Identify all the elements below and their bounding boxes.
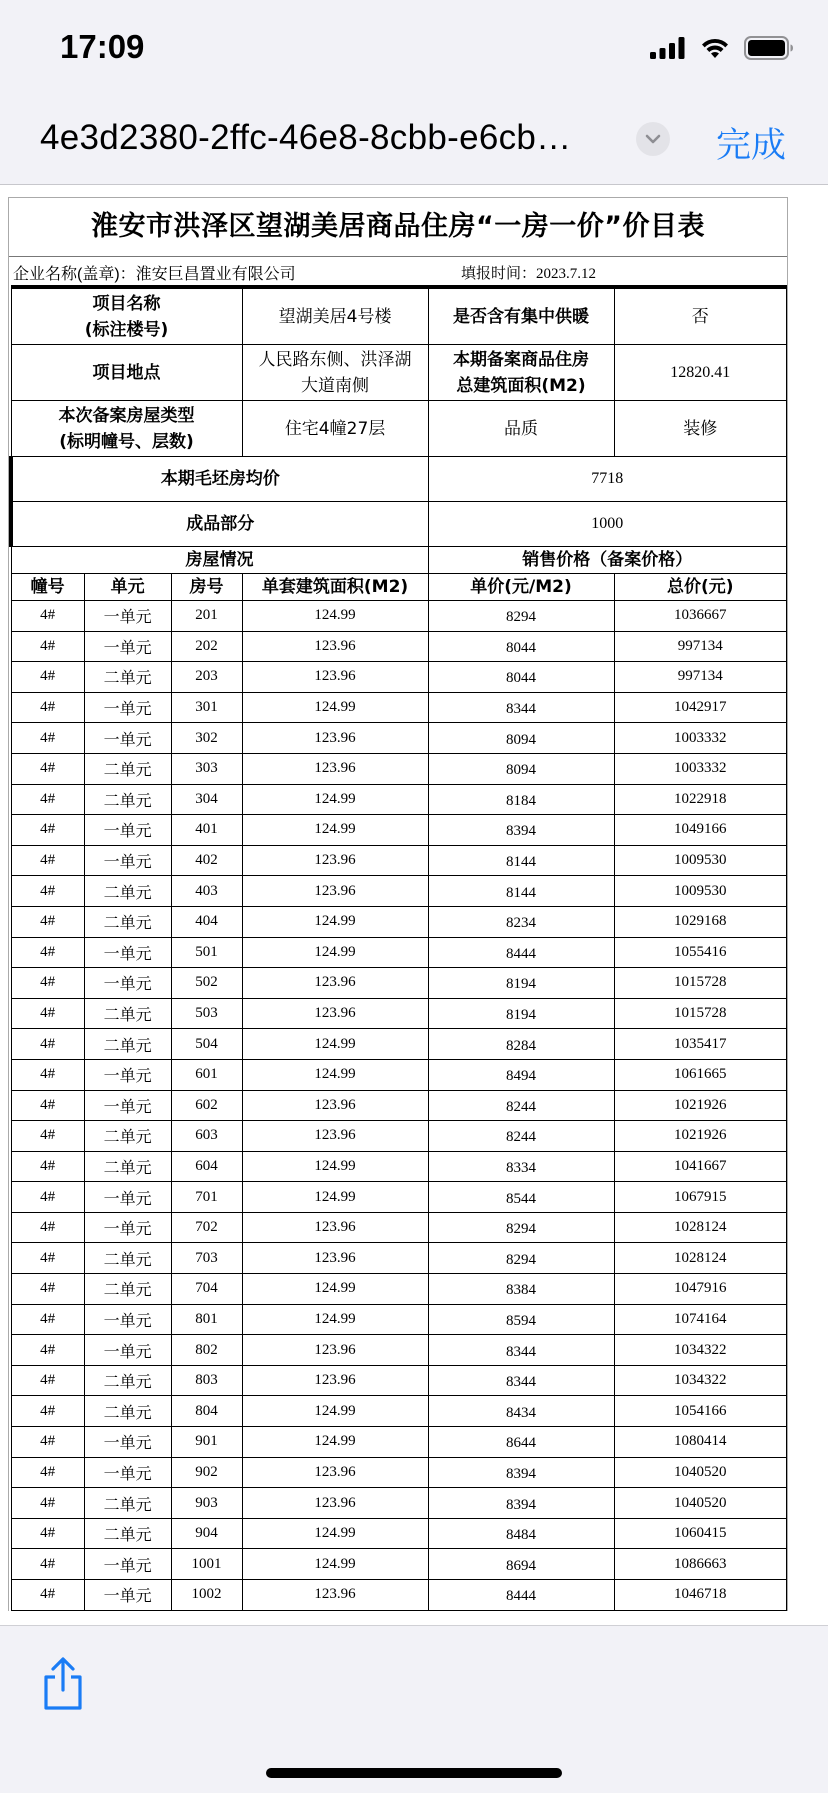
cell-room: 701	[171, 1182, 242, 1213]
cell-room: 404	[171, 906, 242, 937]
cell-room: 804	[171, 1396, 242, 1427]
table-row	[11, 1488, 787, 1519]
cell-room: 201	[171, 601, 242, 632]
cell-area: 124.99	[242, 906, 428, 937]
cell-room: 702	[171, 1212, 242, 1243]
cell-building: 4#	[11, 1580, 84, 1611]
battery-icon	[744, 36, 794, 60]
cell-unit-price: 8494	[428, 1059, 614, 1090]
table-row	[11, 1549, 787, 1580]
status-bar	[0, 0, 828, 100]
cell-total-price: 1015728	[614, 968, 787, 999]
cell-room: 403	[171, 876, 242, 907]
cell-unit: 一单元	[84, 692, 171, 723]
cell-total-price: 1003332	[614, 753, 787, 784]
cell-building: 4#	[11, 1059, 84, 1090]
cell-unit: 一单元	[84, 1549, 171, 1580]
cell-total-price: 1035417	[614, 1029, 787, 1060]
cell-area: 123.96	[242, 1580, 428, 1611]
finished-label: 成品部分	[11, 502, 428, 547]
cell-building: 4#	[11, 784, 84, 815]
cell-unit-price: 8644	[428, 1427, 614, 1458]
cell-unit-price: 8144	[428, 876, 614, 907]
cell-building: 4#	[11, 1121, 84, 1152]
cell-unit: 一单元	[84, 1304, 171, 1335]
wifi-icon	[700, 37, 730, 59]
cell-unit: 一单元	[84, 631, 171, 662]
document-meta	[9, 256, 787, 285]
cell-area: 123.96	[242, 723, 428, 754]
cell-unit-price: 8344	[428, 692, 614, 723]
cell-area: 123.96	[242, 1212, 428, 1243]
quality-value: 装修	[614, 401, 787, 457]
cell-room: 304	[171, 784, 242, 815]
column-header-unit: 单元	[84, 574, 171, 601]
company-name: 企业名称(盖章)：淮安巨昌置业有限公司	[13, 266, 296, 283]
cell-unit: 二单元	[84, 1243, 171, 1274]
table-row	[11, 1335, 787, 1366]
finished-value: 1000	[428, 502, 786, 547]
table-row	[11, 1427, 787, 1458]
cell-total-price: 1009530	[614, 845, 787, 876]
cell-building: 4#	[11, 1549, 84, 1580]
table-row	[11, 753, 787, 784]
cell-area: 124.99	[242, 1396, 428, 1427]
cell-unit-price: 8294	[428, 601, 614, 632]
cell-room: 802	[171, 1335, 242, 1366]
cell-unit: 一单元	[84, 1457, 171, 1488]
cell-building: 4#	[11, 1488, 84, 1519]
cell-unit: 一单元	[84, 968, 171, 999]
cell-building: 4#	[11, 1396, 84, 1427]
cell-room: 501	[171, 937, 242, 968]
cell-total-price: 1040520	[614, 1488, 787, 1519]
cell-unit-price: 8344	[428, 1365, 614, 1396]
finished-row	[11, 502, 787, 547]
cell-unit: 二单元	[84, 784, 171, 815]
table-row	[11, 906, 787, 937]
cell-room: 1002	[171, 1580, 242, 1611]
house-type-value: 住宅4幢27层	[242, 401, 428, 457]
house-type-label: 本次备案房屋类型 (标明幢号、层数)	[11, 401, 242, 457]
cell-unit: 一单元	[84, 1335, 171, 1366]
share-icon	[40, 1656, 86, 1712]
cell-unit-price: 8184	[428, 784, 614, 815]
cell-building: 4#	[11, 1427, 84, 1458]
cell-unit: 一单元	[84, 723, 171, 754]
cell-unit: 二单元	[84, 753, 171, 784]
cell-area: 124.99	[242, 815, 428, 846]
table-row	[11, 937, 787, 968]
table-row	[11, 723, 787, 754]
cell-area: 124.99	[242, 1518, 428, 1549]
table-row	[11, 1151, 787, 1182]
cell-room: 504	[171, 1029, 242, 1060]
cell-unit-price: 8294	[428, 1243, 614, 1274]
cell-total-price: 1003332	[614, 723, 787, 754]
info-row-location	[11, 345, 787, 401]
cell-unit-price: 8294	[428, 1212, 614, 1243]
cell-building: 4#	[11, 1335, 84, 1366]
cell-building: 4#	[11, 692, 84, 723]
cell-unit-price: 8144	[428, 845, 614, 876]
cell-total-price: 1029168	[614, 906, 787, 937]
cell-unit: 一单元	[84, 1212, 171, 1243]
cell-area: 124.99	[242, 1029, 428, 1060]
cell-room: 302	[171, 723, 242, 754]
section-header-row	[11, 547, 787, 574]
table-row	[11, 1243, 787, 1274]
cell-unit-price: 8484	[428, 1518, 614, 1549]
cell-room: 301	[171, 692, 242, 723]
cell-area: 123.96	[242, 1121, 428, 1152]
cell-unit-price: 8284	[428, 1029, 614, 1060]
cell-total-price: 1047916	[614, 1274, 787, 1305]
cell-area: 123.96	[242, 1365, 428, 1396]
cell-area: 123.96	[242, 1243, 428, 1274]
table-row	[11, 998, 787, 1029]
cell-unit: 一单元	[84, 1059, 171, 1090]
table-row	[11, 1457, 787, 1488]
cell-area: 123.96	[242, 968, 428, 999]
fill-date-label: 填报时间：	[461, 265, 537, 282]
cell-area: 123.96	[242, 845, 428, 876]
cell-total-price: 1034322	[614, 1335, 787, 1366]
cell-unit-price: 8444	[428, 937, 614, 968]
cell-room: 703	[171, 1243, 242, 1274]
cell-building: 4#	[11, 1457, 84, 1488]
cell-building: 4#	[11, 662, 84, 693]
cell-building: 4#	[11, 1243, 84, 1274]
status-icons	[650, 36, 794, 60]
table-row	[11, 1059, 787, 1090]
cell-unit: 二单元	[84, 906, 171, 937]
cell-area: 124.99	[242, 601, 428, 632]
cell-area: 123.96	[242, 998, 428, 1029]
cell-total-price: 1067915	[614, 1182, 787, 1213]
cell-room: 303	[171, 753, 242, 784]
cell-unit: 一单元	[84, 845, 171, 876]
cell-building: 4#	[11, 876, 84, 907]
project-name-value: 望湖美居4号楼	[242, 287, 428, 345]
table-row	[11, 1029, 787, 1060]
cell-total-price: 1015728	[614, 998, 787, 1029]
cell-area: 123.96	[242, 631, 428, 662]
price-list-title: 淮安市洪泽区望湖美居商品住房“一房一价”价目表	[91, 211, 705, 242]
cell-unit: 二单元	[84, 998, 171, 1029]
table-row	[11, 1182, 787, 1213]
heating-label: 是否含有集中供暖	[428, 287, 614, 345]
cell-total-price: 1046718	[614, 1580, 787, 1611]
table-row	[11, 1212, 787, 1243]
table-row	[11, 1304, 787, 1335]
cell-total-price: 1021926	[614, 1090, 787, 1121]
cell-total-price: 1028124	[614, 1212, 787, 1243]
price-table	[9, 285, 787, 1611]
cell-room: 904	[171, 1518, 242, 1549]
cell-unit: 二单元	[84, 662, 171, 693]
cell-total-price: 1080414	[614, 1427, 787, 1458]
cell-room: 901	[171, 1427, 242, 1458]
cell-unit-price: 8694	[428, 1549, 614, 1580]
cell-unit: 二单元	[84, 1365, 171, 1396]
total-area-label: 本期备案商品住房 总建筑面积(M2)	[428, 345, 614, 401]
fill-date-value: 2023.7.12	[536, 266, 597, 282]
document-page	[8, 197, 788, 1611]
cell-unit: 一单元	[84, 1182, 171, 1213]
cell-building: 4#	[11, 1274, 84, 1305]
cell-unit-price: 8194	[428, 968, 614, 999]
document-title[interactable]: 4e3d2380-2ffc-46e8-8cbb-e6cb…	[40, 118, 572, 157]
cell-building: 4#	[11, 631, 84, 662]
cell-total-price: 1028124	[614, 1243, 787, 1274]
cell-area: 124.99	[242, 1182, 428, 1213]
cell-total-price: 1060415	[614, 1518, 787, 1549]
table-row	[11, 1090, 787, 1121]
cell-total-price: 1041667	[614, 1151, 787, 1182]
cell-room: 903	[171, 1488, 242, 1519]
cell-unit: 二单元	[84, 1029, 171, 1060]
cell-unit-price: 8334	[428, 1151, 614, 1182]
cell-room: 502	[171, 968, 242, 999]
cell-unit-price: 8434	[428, 1396, 614, 1427]
cell-unit: 一单元	[84, 1090, 171, 1121]
fill-date	[461, 262, 596, 283]
cell-unit: 二单元	[84, 1121, 171, 1152]
table-row	[11, 784, 787, 815]
table-row	[11, 692, 787, 723]
cell-room: 803	[171, 1365, 242, 1396]
cell-total-price: 1036667	[614, 601, 787, 632]
cell-unit-price: 8234	[428, 906, 614, 937]
cell-building: 4#	[11, 1090, 84, 1121]
cell-unit: 二单元	[84, 876, 171, 907]
cell-area: 124.99	[242, 1151, 428, 1182]
cell-unit: 二单元	[84, 1151, 171, 1182]
bottom-toolbar	[0, 1625, 828, 1793]
location-label: 项目地点	[11, 345, 242, 401]
cell-total-price: 1022918	[614, 784, 787, 815]
column-header-room: 房号	[171, 574, 242, 601]
cell-area: 123.96	[242, 1335, 428, 1366]
table-row	[11, 968, 787, 999]
housing-section-header: 房屋情况	[11, 547, 428, 574]
cell-total-price: 1054166	[614, 1396, 787, 1427]
sales-section-header: 销售价格（备案价格）	[428, 547, 786, 574]
table-row	[11, 631, 787, 662]
cell-building: 4#	[11, 1212, 84, 1243]
cell-room: 902	[171, 1457, 242, 1488]
project-name-label: 项目名称 (标注楼号)	[11, 287, 242, 345]
cell-unit-price: 8544	[428, 1182, 614, 1213]
cell-unit-price: 8194	[428, 998, 614, 1029]
cell-total-price: 1042917	[614, 692, 787, 723]
chevron-down-icon	[636, 122, 670, 156]
status-time: 17:09	[60, 28, 145, 65]
cell-area: 123.96	[242, 1457, 428, 1488]
cell-total-price: 997134	[614, 662, 787, 693]
table-row	[11, 1396, 787, 1427]
document-viewer[interactable]	[0, 185, 828, 1625]
cell-building: 4#	[11, 1518, 84, 1549]
signal-icon	[650, 37, 686, 59]
cell-room: 603	[171, 1121, 242, 1152]
location-value: 人民路东侧、洪泽湖 大道南侧	[242, 345, 428, 401]
cell-room: 1001	[171, 1549, 242, 1580]
cell-building: 4#	[11, 906, 84, 937]
cell-unit-price: 8394	[428, 815, 614, 846]
cell-room: 604	[171, 1151, 242, 1182]
cell-room: 602	[171, 1090, 242, 1121]
cell-building: 4#	[11, 1304, 84, 1335]
column-header-building: 幢号	[11, 574, 84, 601]
cell-unit: 一单元	[84, 937, 171, 968]
cell-total-price: 1074164	[614, 1304, 787, 1335]
cell-unit: 一单元	[84, 1427, 171, 1458]
cell-area: 123.96	[242, 662, 428, 693]
table-row	[11, 1365, 787, 1396]
cell-building: 4#	[11, 1182, 84, 1213]
cell-unit: 一单元	[84, 1580, 171, 1611]
cell-area: 123.96	[242, 753, 428, 784]
title-menu-button[interactable]	[636, 122, 670, 156]
cell-total-price: 1086663	[614, 1549, 787, 1580]
cell-unit-price: 8394	[428, 1488, 614, 1519]
quality-label: 品质	[428, 401, 614, 457]
table-row	[11, 1274, 787, 1305]
cell-unit-price: 8044	[428, 631, 614, 662]
cell-room: 503	[171, 998, 242, 1029]
cell-unit: 一单元	[84, 815, 171, 846]
avg-price-row	[11, 457, 787, 502]
cell-unit: 二单元	[84, 1274, 171, 1305]
cell-unit-price: 8344	[428, 1335, 614, 1366]
cell-room: 202	[171, 631, 242, 662]
cell-unit-price: 8244	[428, 1121, 614, 1152]
cell-total-price: 997134	[614, 631, 787, 662]
cell-unit-price: 8094	[428, 723, 614, 754]
share-button[interactable]	[40, 1656, 86, 1712]
cell-unit: 二单元	[84, 1396, 171, 1427]
cell-unit-price: 8444	[428, 1580, 614, 1611]
home-indicator	[266, 1768, 562, 1778]
cell-building: 4#	[11, 815, 84, 846]
table-row	[11, 815, 787, 846]
cell-unit-price: 8384	[428, 1274, 614, 1305]
cell-room: 704	[171, 1274, 242, 1305]
cell-area: 124.99	[242, 1274, 428, 1305]
cell-area: 124.99	[242, 784, 428, 815]
done-button[interactable]: 完成	[715, 126, 786, 165]
cell-area: 124.99	[242, 1304, 428, 1335]
cell-building: 4#	[11, 845, 84, 876]
column-header-unit-price: 单价(元/M2)	[428, 574, 614, 601]
cell-building: 4#	[11, 1151, 84, 1182]
info-row-type	[11, 401, 787, 457]
cell-building: 4#	[11, 1029, 84, 1060]
cell-room: 401	[171, 815, 242, 846]
table-row	[11, 1518, 787, 1549]
cell-building: 4#	[11, 753, 84, 784]
cell-building: 4#	[11, 968, 84, 999]
total-area-value: 12820.41	[614, 345, 787, 401]
cell-total-price: 1021926	[614, 1121, 787, 1152]
info-row-project	[11, 287, 787, 345]
cell-room: 601	[171, 1059, 242, 1090]
cell-room: 203	[171, 662, 242, 693]
avg-price-label: 本期毛坯房均价	[11, 457, 428, 502]
cell-area: 124.99	[242, 1549, 428, 1580]
table-row	[11, 662, 787, 693]
cell-room: 402	[171, 845, 242, 876]
cell-total-price: 1055416	[614, 937, 787, 968]
cell-building: 4#	[11, 998, 84, 1029]
cell-unit-price: 8094	[428, 753, 614, 784]
cell-building: 4#	[11, 1365, 84, 1396]
cell-unit: 二单元	[84, 1518, 171, 1549]
table-row	[11, 1121, 787, 1152]
column-header-row	[11, 574, 787, 601]
cell-room: 801	[171, 1304, 242, 1335]
heating-value: 否	[614, 287, 787, 345]
cell-building: 4#	[11, 723, 84, 754]
cell-total-price: 1009530	[614, 876, 787, 907]
cell-area: 124.99	[242, 937, 428, 968]
cell-unit: 二单元	[84, 1488, 171, 1519]
column-header-total-price: 总价(元)	[614, 574, 787, 601]
cell-unit-price: 8594	[428, 1304, 614, 1335]
table-row	[11, 1580, 787, 1611]
cell-unit-price: 8394	[428, 1457, 614, 1488]
column-header-area: 单套建筑面积(M2)	[242, 574, 428, 601]
cell-unit-price: 8044	[428, 662, 614, 693]
cell-area: 123.96	[242, 1090, 428, 1121]
cell-building: 4#	[11, 937, 84, 968]
cell-total-price: 1040520	[614, 1457, 787, 1488]
table-row	[11, 601, 787, 632]
nav-bar	[0, 100, 828, 184]
cell-area: 123.96	[242, 1488, 428, 1519]
table-row	[11, 845, 787, 876]
cell-unit-price: 8244	[428, 1090, 614, 1121]
cell-building: 4#	[11, 601, 84, 632]
cell-total-price: 1034322	[614, 1365, 787, 1396]
cell-unit: 一单元	[84, 601, 171, 632]
cell-area: 124.99	[242, 692, 428, 723]
cell-area: 124.99	[242, 1427, 428, 1458]
cell-total-price: 1049166	[614, 815, 787, 846]
cell-total-price: 1061665	[614, 1059, 787, 1090]
table-row	[11, 876, 787, 907]
avg-price-value: 7718	[428, 457, 786, 502]
cell-area: 123.96	[242, 876, 428, 907]
cell-area: 124.99	[242, 1059, 428, 1090]
